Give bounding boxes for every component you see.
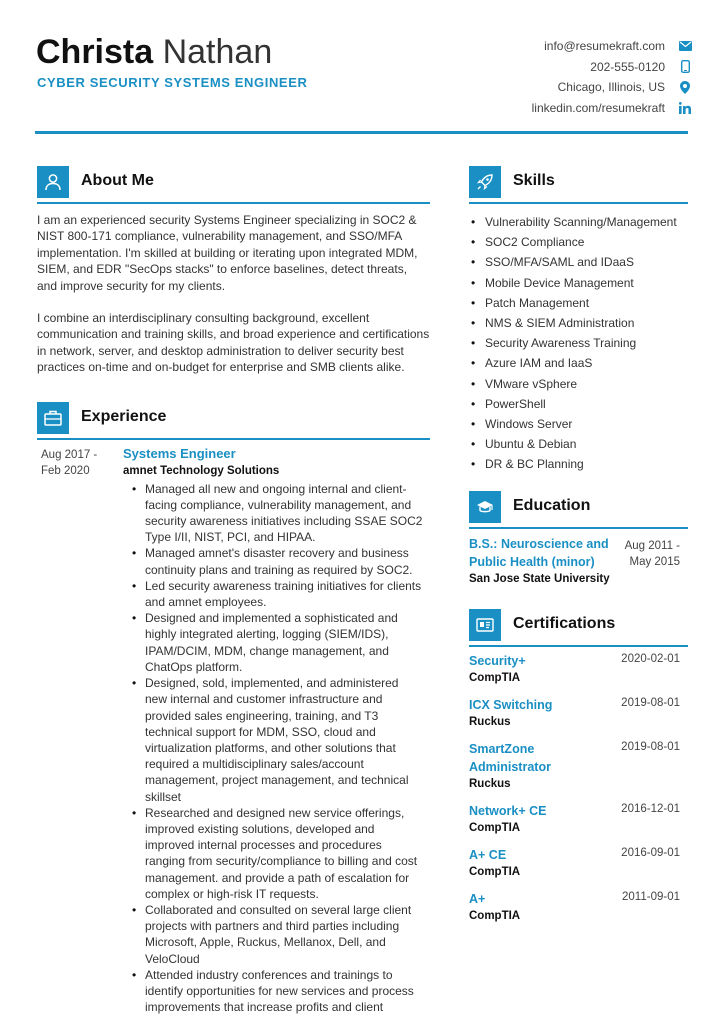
experience-job-title: Systems Engineer xyxy=(123,445,236,461)
contact-phone[interactable] xyxy=(532,57,693,77)
linkedin-icon xyxy=(677,102,693,114)
certification-date: 2019-08-01 xyxy=(621,696,680,709)
certification-name: SmartZone Administrator xyxy=(469,741,551,774)
experience-bullet: • Researched and designed new service offerings, improved existing solutions, developed and improved internal processes and procedures ranging from security/compliance to billing and cost management. and provide a path of escalation for complex or high-risk IT requests. xyxy=(123,805,423,902)
about-title: About Me xyxy=(81,172,154,189)
certification-issuer: CompTIA xyxy=(469,865,521,878)
experience-bullets xyxy=(123,481,430,1016)
education-heading xyxy=(469,491,688,529)
certification-item xyxy=(469,802,688,836)
certification-date: 2016-12-01 xyxy=(621,802,680,815)
skills-heading xyxy=(469,166,688,204)
envelope-icon xyxy=(677,41,693,51)
certification-item xyxy=(469,652,688,686)
experience-body xyxy=(123,445,430,1016)
candidate-name xyxy=(36,32,272,72)
education-degree: B.S.: Neuroscience and Public Health (minor) xyxy=(469,536,609,569)
certification-name: Network+ CE xyxy=(469,803,547,818)
about-section xyxy=(37,166,430,376)
experience-bullet: • Designed and implemented a sophisticated and highly integrated alerting, logging (SIEM/IDS), IPAM/DCIM, MDM, change management, and ChatOps platform. xyxy=(123,610,423,675)
experience-bullet: • Attended industry conferences and trainings to identify opportunities for new services and process improvements that increase profits and client xyxy=(123,967,423,1016)
certifications-heading xyxy=(469,609,688,647)
right-column xyxy=(469,166,688,924)
certification-date: 2016-09-01 xyxy=(621,846,680,859)
certificate-icon xyxy=(469,609,501,641)
skill-item: • NMS & SIEM Administration xyxy=(469,313,688,333)
certifications-list xyxy=(469,652,688,924)
experience-dates: Aug 2017 - Feb 2020 xyxy=(41,448,98,477)
education-title: Education xyxy=(513,496,591,514)
certification-issuer: CompTIA xyxy=(469,821,521,834)
certification-item xyxy=(469,696,688,730)
certification-name: A+ CE xyxy=(469,847,507,862)
education-school: San Jose State University xyxy=(469,572,610,585)
experience-bullet: • Managed all new and ongoing internal and client-facing compliance, vulnerability management, and security awareness initiatives including SSAE SOC2 Type I/II, NIST, PCI, and HIPAA. xyxy=(123,481,423,546)
skills-section xyxy=(469,166,688,475)
location-pin-icon xyxy=(677,81,693,94)
experience-heading xyxy=(37,402,430,440)
contact-linkedin-text[interactable]: linkedin.com/resumekraft xyxy=(531,100,665,115)
job-title: CYBER SECURITY SYSTEMS ENGINEER xyxy=(37,75,308,90)
certification-date: 2019-08-01 xyxy=(621,740,680,753)
skill-item: • SSO/MFA/SAML and IDaaS xyxy=(469,252,688,272)
graduation-cap-icon xyxy=(469,491,501,523)
education-item xyxy=(469,535,688,587)
contact-phone-text[interactable]: 202-555-0120 xyxy=(590,59,665,74)
skills-title: Skills xyxy=(513,172,555,189)
education-dates: Aug 2011 - May 2015 xyxy=(624,539,680,568)
user-icon xyxy=(37,166,69,198)
skill-item: • SOC2 Compliance xyxy=(469,232,688,252)
certification-date: 2020-02-01 xyxy=(621,652,680,665)
certifications-title: Certifications xyxy=(513,614,616,632)
first-name: Christa xyxy=(36,33,154,71)
about-paragraph-2: I combine an interdisciplinary consulting background, excellent communication and training skills, and broad experience and certifications in network, server, and desktop administration to deliver security best practices on-time and on-budget for enterprise and SMB clients alike. xyxy=(37,311,430,375)
certification-item xyxy=(469,846,688,880)
experience-bullet: • Managed amnet's disaster recovery and business continuity plans and training as required by SOC2. xyxy=(123,545,423,577)
skill-item: • Security Awareness Training xyxy=(469,333,688,353)
resume-header xyxy=(0,0,723,135)
skill-item: • Vulnerability Scanning/Management xyxy=(469,212,688,232)
experience-title: Experience xyxy=(81,407,167,425)
left-column xyxy=(37,166,430,1015)
contact-location xyxy=(532,77,693,97)
contact-email-text[interactable]: info@resumekraft.com xyxy=(544,39,665,53)
certifications-section xyxy=(469,609,688,924)
briefcase-icon xyxy=(37,402,69,434)
about-paragraph-1: I am an experienced security Systems Engineer specializing in SOC2 & NIST 800-171 compliance, vulnerability management, and SSO/MFA implementation. I'm skilled at building or iterating upon integrated MDM, SIEM, and EDR "SecOps stacks" to enforce baselines, detect threats, and improve security for my clients. xyxy=(37,213,418,293)
experience-item xyxy=(37,445,430,1016)
certification-name: A+ xyxy=(469,891,486,906)
contact-email[interactable] xyxy=(532,36,693,56)
rocket-icon xyxy=(469,166,501,198)
certification-item xyxy=(469,890,688,924)
skill-item: • DR & BC Planning xyxy=(469,454,688,474)
header-divider xyxy=(35,131,688,134)
skill-item: • PowerShell xyxy=(469,394,688,414)
skill-item: • Patch Management xyxy=(469,293,688,313)
experience-bullet: • Led security awareness training initiatives for clients and amnet employees. xyxy=(123,578,423,610)
education-section xyxy=(469,491,688,587)
skills-list xyxy=(469,212,688,475)
skill-item: • Azure IAM and IaaS xyxy=(469,353,688,373)
certification-issuer: CompTIA xyxy=(469,909,521,922)
contact-location-text: Chicago, Illinois, US xyxy=(557,80,665,94)
certification-issuer: Ruckus xyxy=(469,777,511,790)
contact-linkedin[interactable] xyxy=(532,98,693,118)
certification-date: 2011-09-01 xyxy=(622,890,680,903)
certification-name: ICX Switching xyxy=(469,697,553,712)
skill-item: • Ubuntu & Debian xyxy=(469,434,688,454)
experience-bullet: • Designed, sold, implemented, and administered new internal and customer infrastructure and provided sales engineering, training, and T3 technical support for MDM, SSO, cloud and virtualization platforms, and other solutions that required a multidisciplinary sales/account management, project management, and technical skillset xyxy=(123,675,423,805)
last-name: Nathan xyxy=(162,33,273,71)
experience-bullet: • Collaborated and consulted on several large client projects with partners and third parties including Microsoft, Apple, Ruckus, Mellanox, Dell, and VeloCloud xyxy=(123,902,423,967)
certification-issuer: Ruckus xyxy=(469,715,511,728)
certification-name: Security+ xyxy=(469,653,526,668)
skill-item: • Mobile Device Management xyxy=(469,273,688,293)
contact-list xyxy=(532,36,693,118)
skill-item: • VMware vSphere xyxy=(469,374,688,394)
phone-icon xyxy=(677,60,693,73)
skill-item: • Windows Server xyxy=(469,414,688,434)
experience-company: amnet Technology Solutions xyxy=(123,464,280,477)
about-heading xyxy=(37,166,430,204)
experience-section xyxy=(37,402,430,1016)
certification-item xyxy=(469,740,688,792)
certification-issuer: CompTIA xyxy=(469,671,521,684)
